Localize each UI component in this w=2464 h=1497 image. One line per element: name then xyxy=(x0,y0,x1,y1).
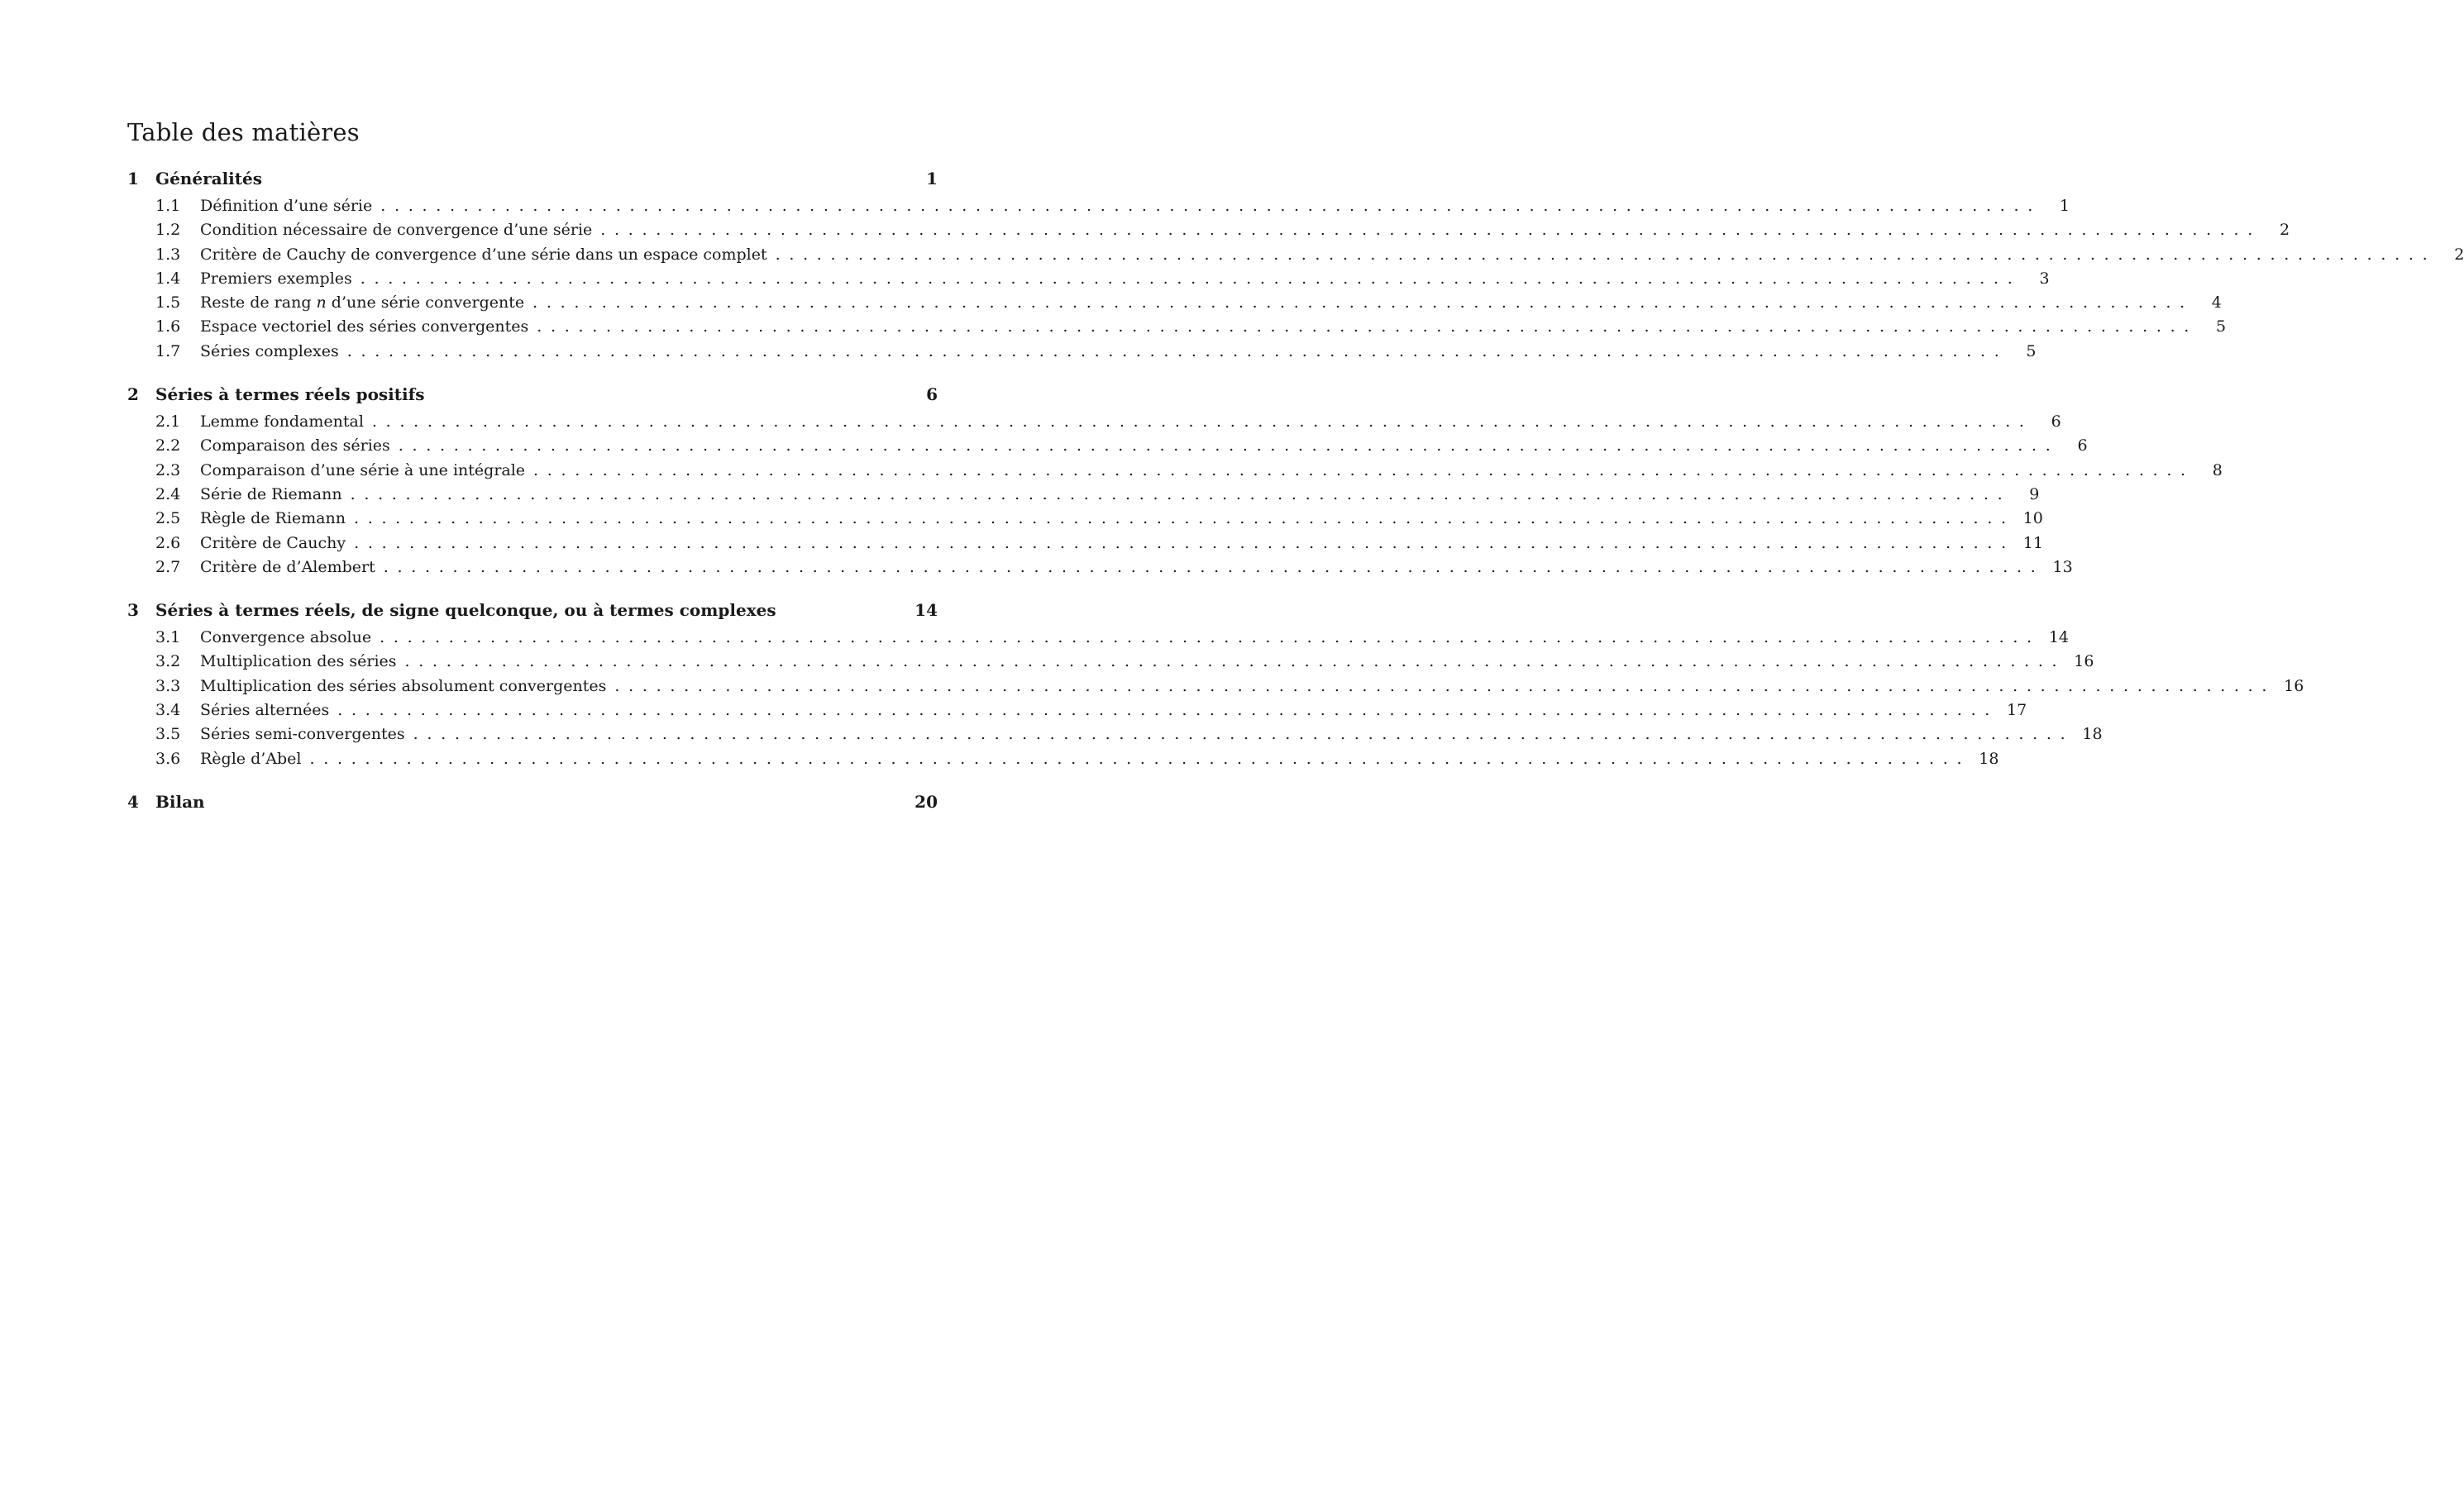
section-entry[interactable] xyxy=(127,412,2061,436)
section-number: 3.3 xyxy=(155,676,181,695)
chapter-number: 1 xyxy=(127,169,139,188)
section-entry[interactable] xyxy=(127,533,2044,558)
chapter-title: Séries à termes réels positifs xyxy=(155,384,425,405)
dot-leader: ........................................................................................................................ xyxy=(380,197,2041,215)
section-title: Séries alternées xyxy=(200,701,330,720)
section-title-part: d’une série convergente xyxy=(326,293,525,312)
dot-leader: ........................................................................................................................ xyxy=(380,628,2041,647)
section-page: 6 xyxy=(2051,412,2061,431)
section-title: Règle d’Abel xyxy=(200,749,302,768)
section-entry[interactable] xyxy=(127,293,2222,317)
section-page: 2 xyxy=(2279,221,2290,240)
section-page: 4 xyxy=(2211,293,2222,312)
toc-chapter-2 xyxy=(127,384,2223,582)
chapter-entry[interactable] xyxy=(127,169,938,197)
section-entry[interactable] xyxy=(127,484,2040,509)
section-number: 1.6 xyxy=(155,317,181,336)
section-page: 5 xyxy=(2215,317,2227,336)
section-page: 18 xyxy=(2082,725,2103,744)
section-title xyxy=(200,293,524,312)
section-number: 3.6 xyxy=(155,749,181,768)
dot-leader: ........................................................................................................................ xyxy=(413,725,2075,744)
dot-leader: ........................................................................................................................ xyxy=(350,484,2012,503)
section-title: Multiplication des séries xyxy=(200,652,397,671)
section-entry[interactable] xyxy=(127,269,2050,293)
dot-leader: ........................................................................................................................ xyxy=(532,293,2194,312)
section-page: 18 xyxy=(1979,749,1999,768)
dot-leader: ........................................................................................................................ xyxy=(600,221,2262,240)
section-title: Condition nécessaire de convergence d’une série xyxy=(200,221,593,240)
section-title: Premiers exemples xyxy=(200,269,352,288)
section-title: Lemme fondamental xyxy=(200,412,364,431)
section-entry[interactable] xyxy=(127,509,2043,533)
toc-chapter-1 xyxy=(127,169,2464,366)
section-page: 1 xyxy=(2059,197,2070,215)
chapter-page: 20 xyxy=(914,791,938,812)
chapter-page: 6 xyxy=(926,384,938,405)
dot-leader: ........................................................................................................................ xyxy=(533,460,2194,479)
toc-chapter-3 xyxy=(127,600,2304,774)
section-number: 2.7 xyxy=(155,557,181,576)
section-entry[interactable] xyxy=(127,460,2223,485)
dot-leader: ........................................................................................................................ xyxy=(398,436,2060,455)
section-page: 2 xyxy=(2454,245,2464,264)
section-title: Séries semi-convergentes xyxy=(200,725,405,744)
chapter-page: 14 xyxy=(914,600,938,621)
dot-leader: ........................................................................................................................ xyxy=(614,676,2276,695)
section-title: Séries complexes xyxy=(200,341,339,360)
chapter-title: Séries à termes réels, de signe quelconque, ou à termes complexes xyxy=(155,600,776,621)
section-page: 16 xyxy=(2284,676,2304,695)
section-page: 8 xyxy=(2212,460,2223,479)
section-entry[interactable] xyxy=(127,221,2290,245)
section-number: 3.1 xyxy=(155,628,181,647)
section-entry[interactable] xyxy=(127,652,2094,676)
chapter-number: 2 xyxy=(127,384,139,405)
dot-leader: ........................................................................................................................ xyxy=(354,533,2015,552)
section-entry[interactable] xyxy=(127,725,2103,749)
section-title: Comparaison des séries xyxy=(200,436,390,455)
section-number: 3.2 xyxy=(155,652,181,671)
section-entry[interactable] xyxy=(127,676,2304,701)
chapter-entry[interactable] xyxy=(127,384,938,412)
section-entry[interactable] xyxy=(127,341,2037,366)
section-title: Critère de d’Alembert xyxy=(200,557,375,576)
section-number: 3.5 xyxy=(155,725,181,744)
section-number: 1.1 xyxy=(155,197,181,215)
dot-leader: ........................................................................................................................ xyxy=(371,412,2033,431)
section-number: 2.5 xyxy=(155,509,181,528)
dot-leader: ........................................................................................................................ xyxy=(309,749,1971,768)
section-page: 3 xyxy=(2039,269,2050,288)
dot-leader: ........................................................................................................................ xyxy=(337,701,1999,720)
section-number: 1.4 xyxy=(155,269,181,288)
chapter-number: 3 xyxy=(127,600,139,621)
section-entry[interactable] xyxy=(127,245,2464,269)
section-title: Série de Riemann xyxy=(200,484,342,503)
section-title: Espace vectoriel des séries convergentes xyxy=(200,317,529,336)
section-title: Comparaison d’une série à une intégrale xyxy=(200,460,526,479)
section-number: 2.6 xyxy=(155,533,181,552)
section-entry[interactable] xyxy=(127,628,2070,652)
section-title: Définition d’une série xyxy=(200,197,373,215)
dot-leader: ........................................................................................................................ xyxy=(775,245,2437,264)
chapter-entry[interactable] xyxy=(127,792,938,820)
section-entry[interactable] xyxy=(127,749,1999,774)
section-page: 10 xyxy=(2022,509,2043,528)
section-number: 3.4 xyxy=(155,701,181,720)
section-entry[interactable] xyxy=(127,701,2027,725)
section-entry[interactable] xyxy=(127,197,2070,221)
section-title-part: Reste de rang xyxy=(200,293,317,312)
section-title: Règle de Riemann xyxy=(200,509,346,528)
toc-title: Table des matières xyxy=(127,118,360,146)
section-title: Critère de Cauchy xyxy=(200,533,346,552)
section-number: 1.2 xyxy=(155,221,181,240)
chapter-title: Généralités xyxy=(155,169,262,188)
section-page: 6 xyxy=(2077,436,2088,455)
section-title: Critère de Cauchy de convergence d’une série dans un espace complet xyxy=(200,245,767,264)
dot-leader: ........................................................................................................................ xyxy=(360,269,2022,288)
section-entry[interactable] xyxy=(127,557,2073,582)
section-number: 2.3 xyxy=(155,460,181,479)
section-title: Convergence absolue xyxy=(200,628,372,647)
section-page: 11 xyxy=(2022,533,2044,552)
chapter-entry[interactable] xyxy=(127,600,938,628)
toc-chapter-4 xyxy=(127,792,938,820)
section-entry[interactable] xyxy=(127,436,2088,460)
section-number: 2.4 xyxy=(155,484,181,503)
dot-leader: ........................................................................................................................ xyxy=(353,509,2015,528)
section-page: 5 xyxy=(2026,341,2037,360)
math-variable: n xyxy=(316,293,327,312)
section-number: 2.1 xyxy=(155,412,181,431)
section-title: Multiplication des séries absolument convergentes xyxy=(200,676,607,695)
section-number: 1.7 xyxy=(155,341,181,360)
chapter-title: Bilan xyxy=(155,791,205,812)
section-page: 9 xyxy=(2029,484,2040,503)
dot-leader: ........................................................................................................................ xyxy=(383,557,2045,576)
section-page: 13 xyxy=(2052,557,2073,576)
section-page: 17 xyxy=(2007,701,2027,720)
dot-leader: ........................................................................................................................ xyxy=(346,341,2008,360)
dot-leader: ........................................................................................................................ xyxy=(404,652,2066,671)
section-entry[interactable] xyxy=(127,317,2227,341)
section-number: 2.2 xyxy=(155,436,181,455)
section-page: 16 xyxy=(2074,652,2094,671)
section-number: 1.3 xyxy=(155,245,181,264)
dot-leader: ........................................................................................................................ xyxy=(537,317,2199,336)
section-page: 14 xyxy=(2048,628,2070,647)
section-number: 1.5 xyxy=(155,293,181,312)
chapter-number: 4 xyxy=(127,791,139,812)
table-of-contents xyxy=(127,169,2464,838)
chapter-page: 1 xyxy=(926,169,938,188)
